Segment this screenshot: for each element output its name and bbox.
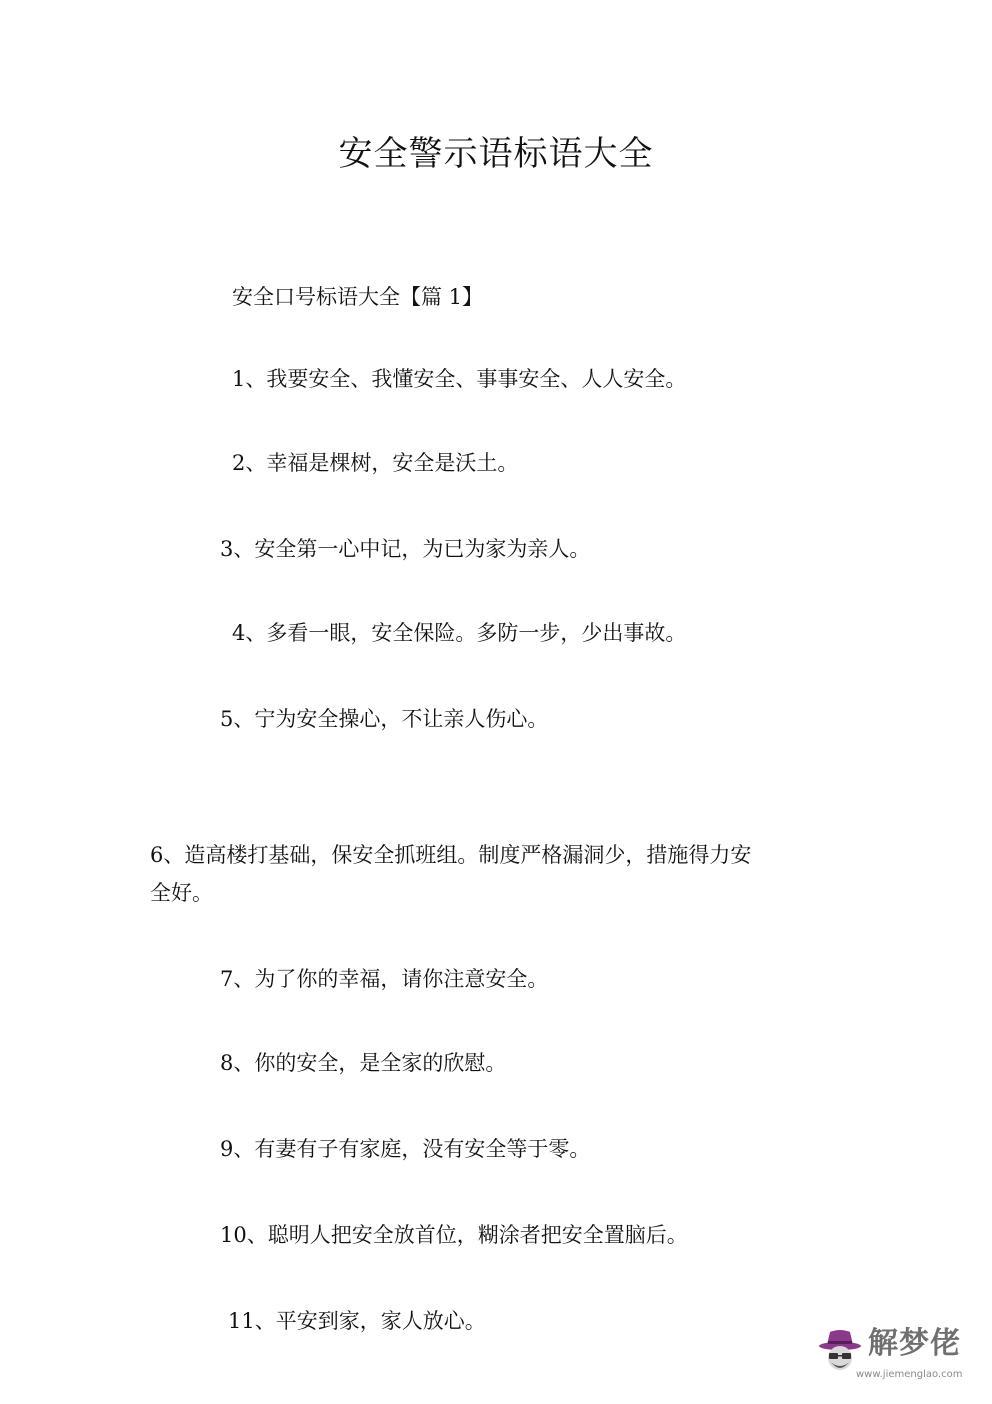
document-title: 安全警示语标语大全 [338, 134, 654, 174]
list-item: 1、我要安全、我懂安全、事事安全、人人安全。 [232, 367, 687, 391]
list-item: 6、造高楼打基础，保安全抓班组。制度严格漏洞少，措施得力安全好。 [150, 843, 752, 905]
list-item: 2、幸福是棵树，安全是沃土。 [232, 451, 519, 475]
section-heading: 安全口号标语大全【篇 1】 [232, 285, 484, 309]
list-item: 4、多看一眼，安全保险。多防一步，少出事故。 [232, 621, 687, 645]
watermark-brand: 解梦佬 [868, 1326, 961, 1361]
list-item: 10、聪明人把安全放首位，糊涂者把安全置脑后。 [220, 1223, 688, 1247]
list-item: 5、宁为安全操心，不让亲人伤心。 [220, 707, 549, 731]
watermark-url: www.jiemenglao.com [856, 1369, 963, 1380]
list-item: 3、安全第一心中记，为已为家为亲人。 [220, 537, 591, 561]
list-item: 8、你的安全，是全家的欣慰。 [220, 1051, 507, 1075]
list-item: 11、平安到家，家人放心。 [228, 1309, 486, 1333]
list-item: 7、为了你的幸福，请你注意安全。 [220, 967, 549, 991]
list-item: 9、有妻有子有家庭，没有安全等于零。 [220, 1137, 591, 1161]
watermark [818, 1324, 968, 1390]
